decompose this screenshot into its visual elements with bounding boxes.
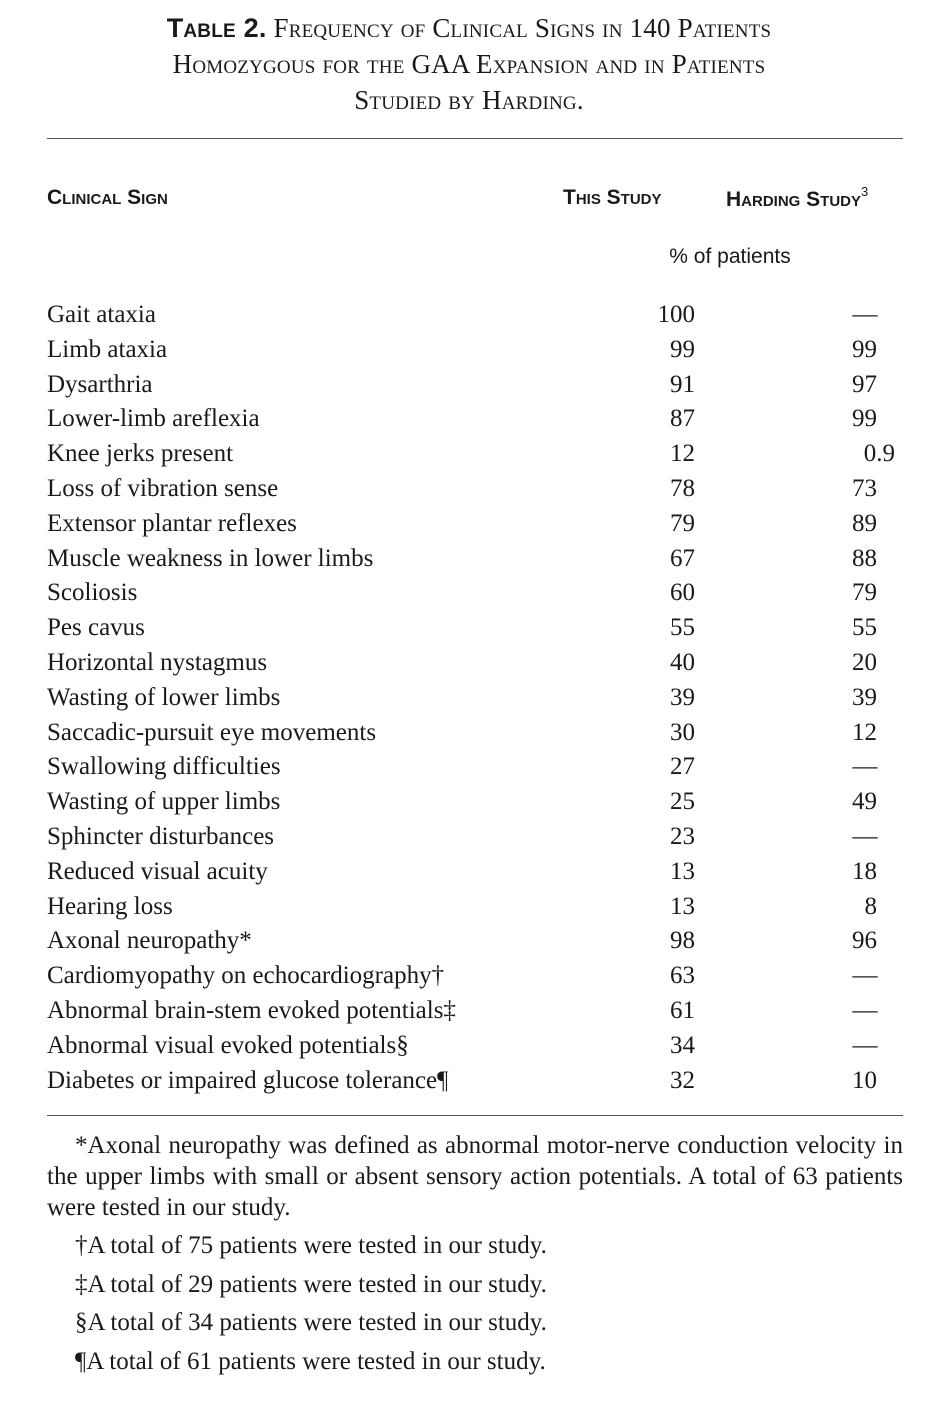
column-header-harding-study	[726, 186, 868, 212]
row-this-study: 91	[670, 370, 695, 398]
row-sign: Wasting of upper limbs	[47, 788, 281, 816]
row-sign: Gait ataxia	[47, 301, 156, 328]
table-row	[47, 1064, 903, 1099]
row-this-study: 55	[670, 614, 695, 642]
footnote-axonal: *Axonal neuropathy was defined as abnormal motor-nerve conduction velocity in the upper limbs with small or absent sensory action potentials. A total of 63 patients were tested in our study.	[47, 1132, 903, 1221]
row-this-study: 79	[670, 509, 695, 537]
row-harding: 20	[852, 648, 877, 676]
row-harding: 88	[852, 544, 877, 572]
row-harding: 12	[852, 718, 877, 746]
bottom-rule	[47, 1115, 903, 1116]
row-sign: Muscle weakness in lower limbs	[47, 544, 374, 572]
table-row	[47, 576, 903, 611]
harding-reference: 3	[861, 184, 869, 199]
column-header-clinical-sign: Clinical Sign	[47, 186, 168, 209]
harding-header-text: Harding Study	[726, 188, 862, 211]
row-this-study: 25	[670, 788, 695, 816]
title-line-3: Studied by Harding.	[354, 85, 584, 115]
row-harding: 97	[852, 370, 877, 398]
row-this-study: 98	[670, 927, 695, 955]
table-row	[47, 820, 903, 855]
row-harding: 99	[852, 405, 877, 433]
row-sign: Lower-limb areflexia	[47, 405, 260, 433]
table-row	[47, 507, 903, 542]
table-row	[47, 402, 903, 437]
table-row	[47, 646, 903, 681]
row-harding: 99	[852, 335, 877, 363]
row-harding: 8	[864, 892, 877, 920]
row-harding: 0.9	[863, 440, 895, 468]
row-harding: 79	[852, 579, 877, 607]
row-sign: Extensor plantar reflexes	[47, 509, 297, 537]
row-this-study: 27	[670, 753, 695, 781]
table-body	[47, 298, 903, 1098]
title-text-1: Frequency of Clinical Signs in 140 Patients	[273, 13, 772, 43]
table-row	[47, 333, 903, 368]
row-harding: —	[852, 962, 878, 990]
row-this-study: 12	[670, 440, 695, 468]
footnote-section: §A total of 34 patients were tested in our study.	[75, 1309, 547, 1336]
row-sign: Wasting of lower limbs	[47, 683, 281, 711]
row-sign: Pes cavus	[47, 614, 145, 642]
table-row	[47, 542, 903, 577]
row-this-study: 87	[670, 405, 695, 433]
table-row	[47, 785, 903, 820]
table-row	[47, 924, 903, 959]
row-this-study: 60	[670, 579, 695, 607]
row-this-study: 23	[670, 822, 695, 850]
row-harding: 96	[852, 927, 877, 955]
row-this-study: 78	[670, 474, 695, 502]
row-sign: Hearing loss	[47, 892, 173, 920]
row-sign: Reduced visual acuity	[47, 857, 268, 885]
column-header-this-study: This Study	[563, 186, 662, 209]
row-sign: Cardiomyopathy on echocardiography†	[47, 962, 445, 990]
table-row	[47, 890, 903, 925]
row-sign: Knee jerks present	[47, 440, 234, 468]
table-row	[47, 368, 903, 403]
footnote-pilcrow: ¶A total of 61 patients were tested in our study.	[75, 1347, 546, 1375]
table-row	[47, 472, 903, 507]
row-sign: Saccadic-pursuit eye movements	[47, 718, 377, 746]
row-sign: Horizontal nystagmus	[47, 648, 268, 676]
row-harding: —	[852, 1031, 878, 1059]
table-row	[47, 681, 903, 716]
row-sign: Abnormal visual evoked potentials§	[47, 1031, 409, 1059]
row-harding: —	[852, 822, 878, 850]
title-line-1	[40, 10, 898, 46]
row-this-study: 34	[670, 1031, 695, 1059]
table-row	[47, 959, 903, 994]
row-sign: Abnormal brain-stem evoked potentials‡	[47, 996, 456, 1024]
row-harding: 18	[852, 857, 877, 885]
table-row	[47, 994, 903, 1029]
row-this-study: 39	[670, 683, 695, 711]
row-this-study: 61	[670, 996, 695, 1024]
row-this-study: 13	[670, 857, 695, 885]
row-this-study: 100	[657, 301, 695, 328]
table-row	[47, 437, 903, 472]
row-this-study: 32	[670, 1066, 695, 1094]
row-harding: 89	[852, 509, 877, 537]
row-harding: 49	[852, 788, 877, 816]
row-sign: Axonal neuropathy*	[47, 927, 252, 955]
row-this-study: 40	[670, 648, 695, 676]
row-sign: Diabetes or impaired glucose tolerance¶	[47, 1066, 449, 1094]
row-harding: —	[852, 996, 878, 1024]
row-harding: —	[852, 753, 878, 781]
row-sign: Scoliosis	[47, 579, 138, 607]
row-sign: Swallowing difficulties	[47, 753, 281, 781]
footnote-double-dagger: ‡A total of 29 patients were tested in our study.	[75, 1270, 547, 1298]
table-row	[47, 855, 903, 890]
row-sign: Limb ataxia	[47, 335, 168, 363]
table-row	[47, 750, 903, 785]
table-title	[40, 10, 898, 118]
row-this-study: 99	[670, 335, 695, 363]
row-harding: 55	[852, 614, 877, 642]
table-row	[47, 1029, 903, 1064]
footnotes	[47, 1130, 903, 1381]
footnote-dagger: †A total of 75 patients were tested in our study.	[75, 1232, 547, 1259]
table-row	[47, 716, 903, 751]
row-harding: —	[852, 301, 878, 328]
table-row	[47, 298, 903, 333]
row-this-study: 30	[670, 718, 695, 746]
column-subheader-percent: % of patients	[669, 245, 791, 268]
row-sign: Sphincter disturbances	[47, 822, 275, 850]
title-line-2: Homozygous for the GAA Expansion and in Patients	[172, 49, 766, 79]
row-this-study: 67	[670, 544, 695, 572]
table-row	[47, 611, 903, 646]
row-harding: 39	[852, 683, 877, 711]
top-rule	[47, 138, 903, 139]
table-label: Table 2.	[166, 13, 267, 43]
row-harding: 10	[852, 1066, 877, 1094]
row-harding: 73	[852, 474, 877, 502]
row-sign: Loss of vibration sense	[47, 474, 279, 502]
row-this-study: 63	[670, 962, 695, 990]
row-sign: Dysarthria	[47, 370, 153, 398]
row-this-study: 13	[670, 892, 695, 920]
